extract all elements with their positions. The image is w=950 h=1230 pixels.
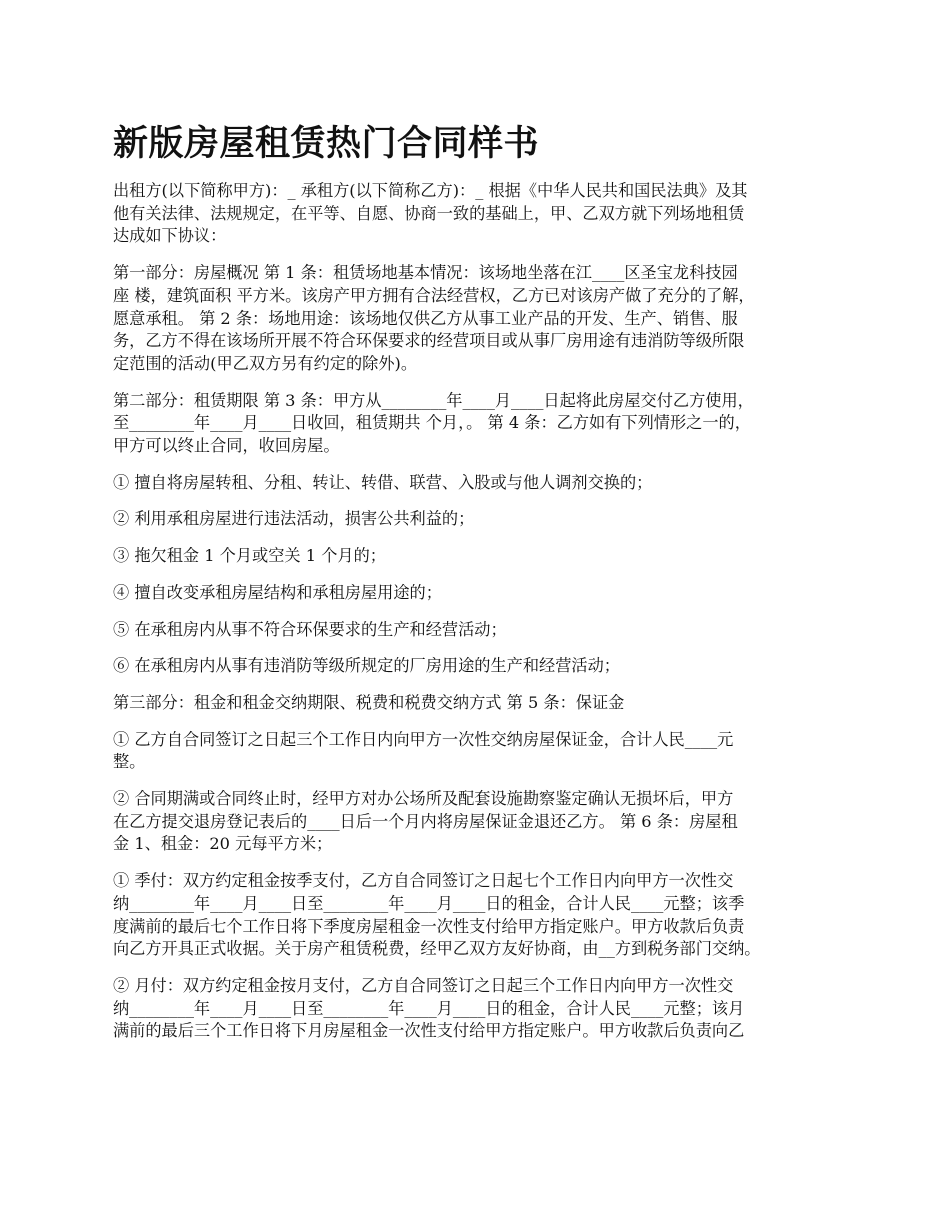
paragraph: [113, 390, 837, 458]
paragraph-line: 愿意承租。 第 2 条：场地用途：该场地仅供乙方从事工业产品的开发、生产、销售、服: [113, 308, 738, 328]
paragraph-line: 至________年____月____日收回，租赁期共 个月，。 第 4 条：乙方如有下列情形之一的，: [113, 413, 751, 433]
paragraph: [113, 692, 837, 715]
paragraph-line: 金 1、租金：20 元每平方米；: [113, 834, 333, 854]
paragraph-line: 第一部分：房屋概况 第 1 条：租赁场地基本情况：该场地坐落在江____区圣宝龙科技园: [113, 263, 738, 283]
paragraph: [113, 655, 837, 678]
paragraph-line: 纳________年____月____日至________年____月____日的租金，合计人民____元整；该月: [113, 998, 745, 1018]
paragraph: [113, 545, 837, 568]
paragraph-line: ① 季付：双方约定租金按季支付，乙方自合同签订之日起七个工作日内向甲方一次性交: [113, 871, 734, 891]
paragraph: [113, 975, 837, 1043]
paragraph-line: ④ 擅自改变承租房屋结构和承租房屋用途的；: [113, 582, 442, 602]
paragraph-line: ⑥ 在承租房内从事有违消防等级所规定的厂房用途的生产和经营活动；: [113, 656, 620, 676]
paragraph-line: 度满前的最后七个工作日将下季度房屋租金一次性支付给甲方指定账户。甲方收款后负责: [113, 916, 745, 936]
paragraph-line: 满前的最后三个工作日将下月房屋租金一次性支付给甲方指定账户。甲方收款后负责向乙: [113, 1021, 745, 1041]
paragraph-line: 务，乙方不得在该场所开展不符合环保要求的经营项目或从事厂房用途有违消防等级所限: [113, 331, 745, 351]
paragraph: [113, 582, 837, 605]
paragraph-line: ② 合同期满或合同终止时，经甲方对办公场所及配套设施勘察鉴定确认无损坏后，甲方: [113, 789, 734, 809]
paragraph-line: 在乙方提交退房登记表后的____日后一个月内将房屋保证金退还乙方。 第 6 条：房屋租: [113, 811, 738, 831]
paragraph: [113, 180, 837, 248]
paragraph: [113, 870, 837, 961]
document-title: 新版房屋租赁热门合同样书: [113, 124, 540, 164]
paragraph-line: ② 利用承租房屋进行违法活动，损害公共利益的；: [113, 509, 475, 529]
paragraph-line: ③ 拖欠租金 1 个月或空关 1 个月的；: [113, 546, 386, 566]
paragraph: [113, 788, 837, 856]
paragraph-line: 达成如下协议：: [113, 226, 227, 246]
paragraph: [113, 619, 837, 642]
paragraph-line: 他有关法律、法规规定，在平等、自愿、协商一致的基础上，甲、乙双方就下列场地租赁: [113, 203, 745, 223]
paragraph-line: ⑤ 在承租房内从事不符合环保要求的生产和经营活动；: [113, 619, 507, 639]
paragraph-line: 第三部分：租金和租金交纳期限、税费和税费交纳方式 第 5 条：保证金: [113, 692, 625, 712]
paragraph-line: 甲方可以终止合同，收回房屋。: [113, 436, 340, 456]
paragraph: [113, 508, 837, 531]
paragraph: [113, 729, 837, 774]
paragraph-line: 整。: [113, 752, 146, 772]
paragraph-line: 出租方(以下简称甲方)：_ 承租方(以下简称乙方)：_ 根据《中华人民共和国民法典》及其: [113, 181, 748, 200]
document-body: [113, 180, 837, 1057]
paragraph-line: 定范围的活动(甲乙双方另有约定的除外)。: [113, 353, 418, 373]
paragraph-line: ① 乙方自合同签订之日起三个工作日内向甲方一次性交纳房屋保证金，合计人民____元: [113, 729, 734, 749]
paragraph-line: ② 月付：双方约定租金按月支付，乙方自合同签订之日起三个工作日内向甲方一次性交: [113, 975, 734, 995]
paragraph-line: 第二部分：租赁期限 第 3 条：甲方从________年____月____日起将此房屋交付乙方使用，: [113, 390, 754, 410]
paragraph: [113, 472, 837, 495]
paragraph-line: 座 楼，建筑面积 平方米。该房产甲方拥有合法经营权，乙方已对该房产做了充分的了解，: [113, 285, 755, 305]
paragraph-line: 向乙方开具正式收据。关于房产租赁税费，经甲乙双方友好协商，由__方到税务部门交纳。: [113, 939, 761, 959]
paragraph: [113, 262, 837, 376]
paragraph-line: ① 擅自将房屋转租、分租、转让、转借、联营、入股或与他人调剂交换的；: [113, 472, 653, 492]
paragraph-line: 纳________年____月____日至________年____月____日的租金，合计人民____元整；该季: [113, 893, 745, 913]
